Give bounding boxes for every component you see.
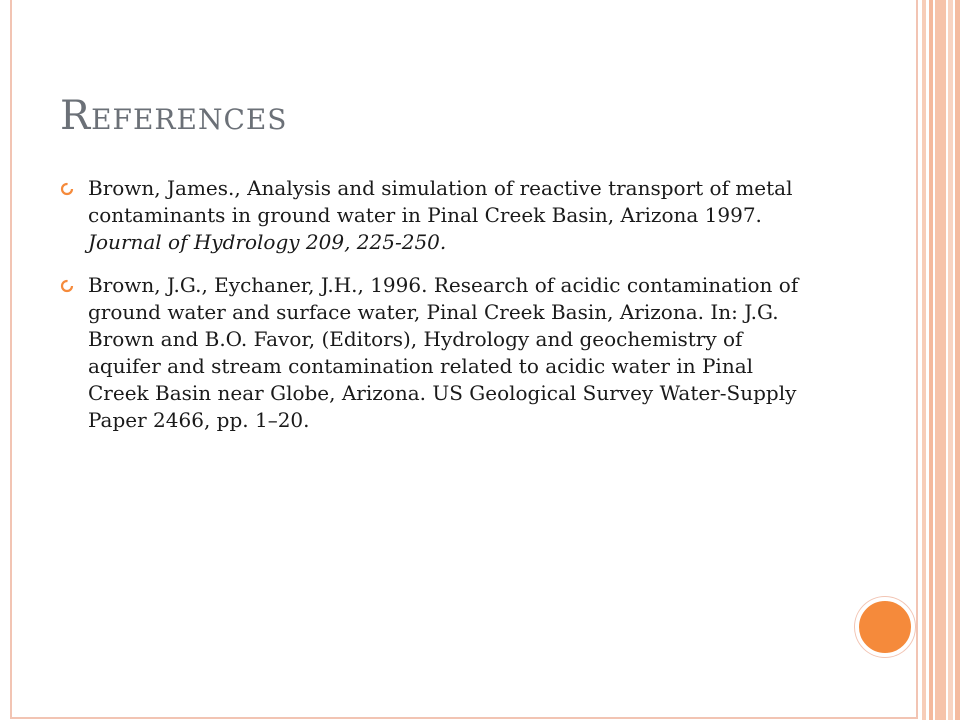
circle-bullet-icon [60,182,74,196]
circle-bullet-icon [60,279,74,293]
reference-item [60,272,820,434]
reference-item [60,175,820,256]
reference-text: Brown, J.G., Eychaner, J.H., 1996. Research of acidic contamination of ground water and surface water, Pinal Creek Basin, Arizona. In: J.G. Brown and B.O. Favor, (Editors), Hydrology and geochemistry of aquifer and stream contamination related to acidic water in Pinal Creek Basin near Globe, Arizona. US Geological Survey Water-Supply Paper 2466, pp. 1–20. [88,273,799,432]
reference-journal: Journal of Hydrology 209, 225-250. [88,230,447,254]
decorative-side-stripes [920,0,960,720]
reference-text: Brown, James., Analysis and simulation of reactive transport of metal contaminants in ground water in Pinal Creek Basin, Arizona 1997. [88,176,793,227]
reference-list [60,175,820,450]
slide-title: References [60,93,288,139]
decorative-orange-circle [855,597,915,657]
